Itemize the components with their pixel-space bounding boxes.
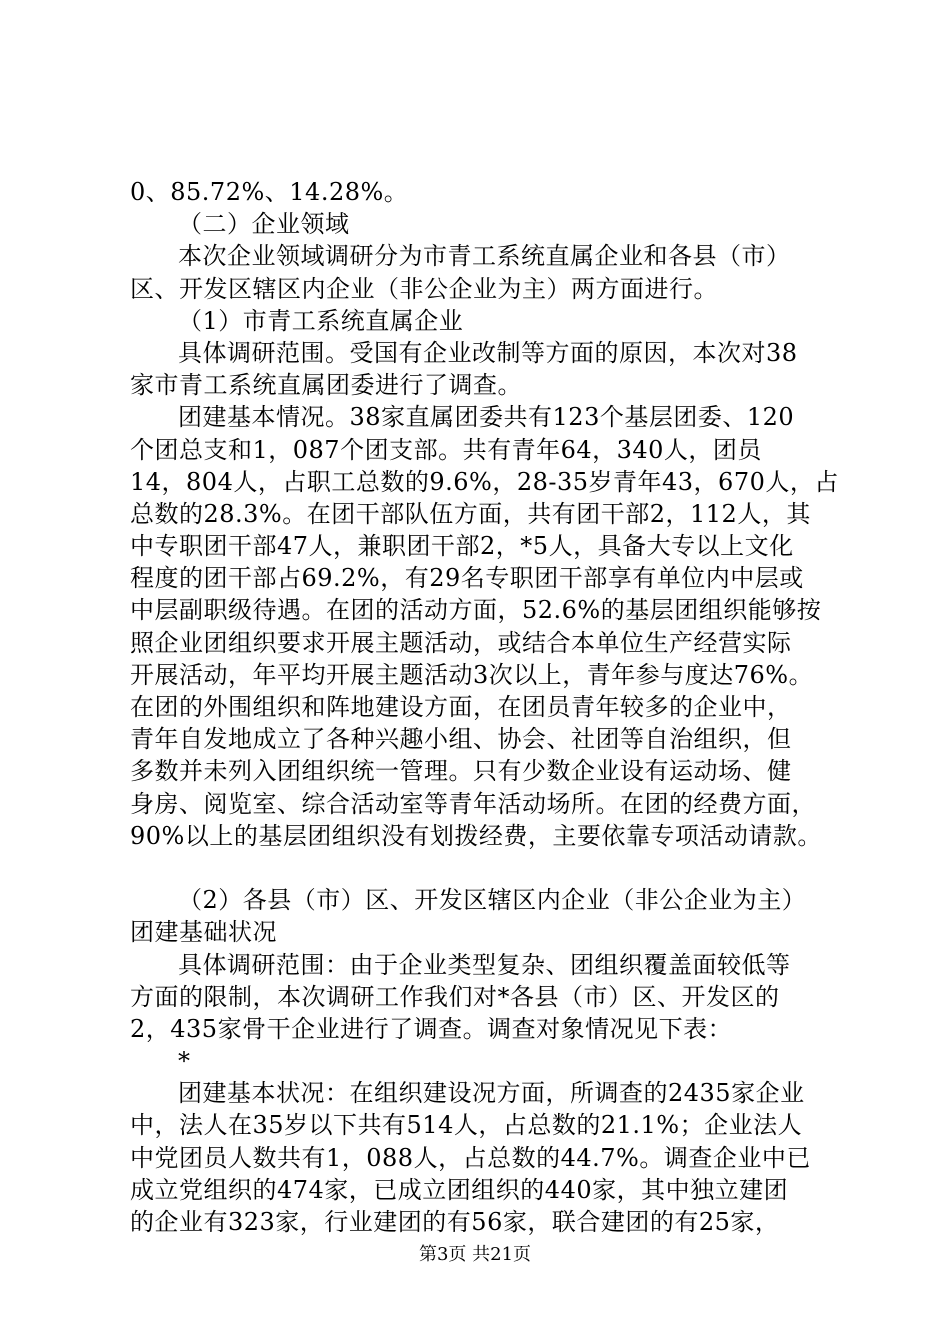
paragraph-line: 中，法人在35岁以下共有514人，占总数的21.1%；企业法人 [130, 1111, 803, 1140]
paragraph-line: 中层副职级待遇。在团的活动方面，52.6%的基层团组织能够按 [130, 596, 822, 625]
paragraph-line: 中党团员人数共有1，088人，占总数的44.7%。调查企业中已 [130, 1143, 811, 1172]
paragraph-line: 方面的限制，本次调研工作我们对*各县（市）区、开发区的 [130, 982, 780, 1011]
table-placeholder-mark: * [178, 1047, 191, 1076]
paragraph-line: 的企业有323家，行业建团的有56家，联合建团的有25家， [130, 1208, 780, 1236]
subsection-heading: 团建基础状况 [130, 918, 277, 947]
paragraph-line: 具体调研范围：由于企业类型复杂、团组织覆盖面较低等 [178, 950, 791, 979]
paragraph-line: 成立党组织的474家，已成立团组织的440家，其中独立建团 [130, 1175, 789, 1204]
paragraph-line: 身房、阅览室、综合活动室等青年活动场所。在团的经费方面， [130, 789, 816, 818]
subsection-heading: （2）各县（市）区、开发区辖区内企业（非公企业为主） [178, 886, 807, 915]
paragraph-gap [130, 852, 830, 884]
page-number-footer: 第3页 共21页 [418, 1244, 532, 1265]
section-heading: （二）企业领域 [178, 210, 350, 239]
paragraph-line: 中专职团干部47人，兼职团干部2，*5人，具备大专以上文化 [130, 532, 794, 561]
paragraph-line: 本次企业领域调研分为市青工系统直属企业和各县（市） [178, 242, 791, 271]
paragraph-line: 2，435家骨干企业进行了调查。调查对象情况见下表： [130, 1014, 733, 1043]
paragraph-line: 具体调研范围。受国有企业改制等方面的原因，本次对38 [178, 338, 798, 367]
paragraph-line: 团建基本状况：在组织建设况方面，所调查的2435家企业 [178, 1079, 805, 1108]
paragraph-line: 90%以上的基层团组织没有划拨经费，主要依靠专项活动请款。 [130, 821, 822, 850]
paragraph-line: 个团总支和1，087个团支部。共有青年64，340人，团员 [130, 435, 762, 464]
paragraph-line: 在团的外围组织和阵地建设方面，在团员青年较多的企业中， [130, 693, 792, 721]
paragraph-line: 区、开发区辖区内企业（非公企业为主）两方面进行。 [130, 274, 718, 303]
paragraph-line: 团建基本情况。38家直属团委共有123个基层团委、120 [178, 403, 795, 432]
paragraph-line: 14，804人，占职工总数的9.6%，28-35岁青年43，670人，占 [130, 467, 839, 496]
subsection-heading: （1）市青工系统直属企业 [178, 306, 464, 335]
paragraph-line: 程度的团干部占69.2%，有29名专职团干部享有单位内中层或 [130, 564, 804, 593]
paragraph-line: 开展活动，年平均开展主题活动3次以上，青年参与度达76%。 [130, 660, 814, 689]
paragraph-line: 总数的28.3%。在团干部队伍方面，共有团干部2，112人，其 [130, 499, 811, 528]
paragraph-line: 家市青工系统直属团委进行了调查。 [130, 371, 522, 400]
document-body [130, 176, 839, 1238]
paragraph-line: 多数并未列入团组织统一管理。只有少数企业设有运动场、健 [130, 757, 792, 786]
paragraph-line: 0、85.72%、14.28%。 [130, 178, 409, 206]
paragraph-line: 照企业团组织要求开展主题活动，或结合本单位生产经营实际 [130, 628, 792, 657]
paragraph-line: 青年自发地成立了各种兴趣小组、协会、社团等自治组织，但 [130, 725, 792, 754]
